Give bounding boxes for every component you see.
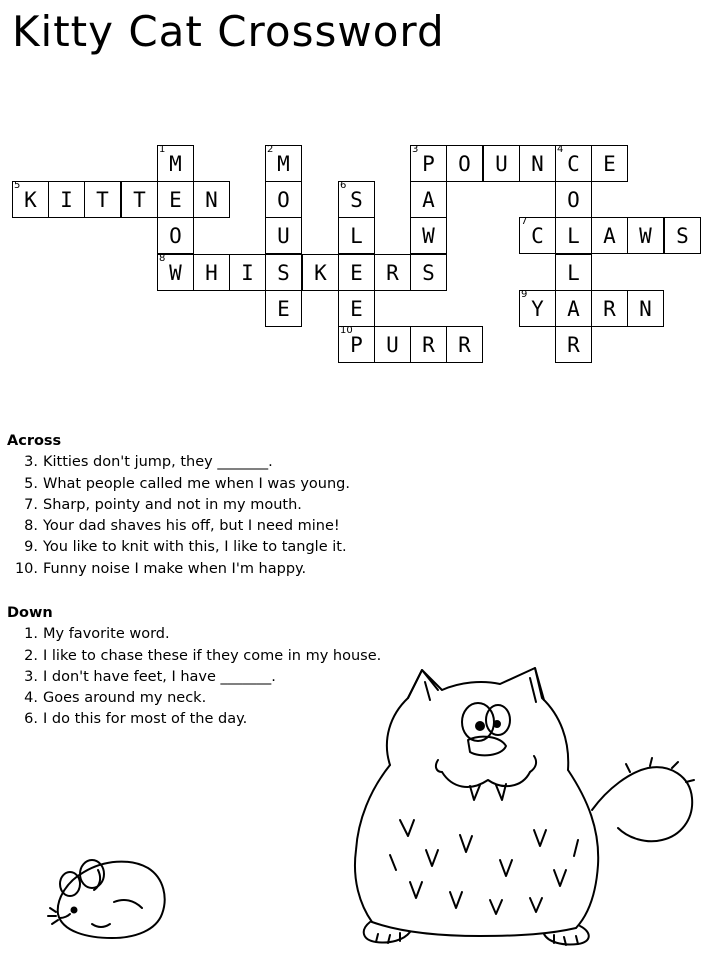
crossword-cell: [338, 181, 375, 218]
cell-letter: U: [277, 224, 290, 248]
clue-text: My favorite word.: [43, 626, 170, 643]
cell-letter: A: [567, 297, 580, 321]
clue-item: [7, 495, 350, 516]
clue-item: [7, 516, 350, 537]
cell-letter: O: [277, 188, 290, 212]
cell-letter: R: [458, 333, 471, 357]
cell-letter: R: [422, 333, 435, 357]
crossword-cell: [265, 254, 302, 291]
cell-letter: E: [350, 297, 363, 321]
clue-number: 3.: [24, 454, 38, 471]
crossword-cell: [338, 254, 375, 291]
cell-letter: C: [531, 224, 544, 248]
clue-text: I do this for most of the day.: [43, 711, 248, 728]
cell-letter: W: [169, 261, 182, 285]
cell-letter: N: [205, 188, 218, 212]
crossword-cell: [157, 181, 194, 218]
crossword-cell: [157, 254, 194, 291]
cell-letter: E: [277, 297, 290, 321]
cell-letter: R: [386, 261, 399, 285]
clue-text: Kitties don't jump, they _______.: [43, 454, 273, 471]
crossword-cell: [265, 145, 302, 182]
clue-number: 5.: [24, 475, 38, 492]
cell-letter: M: [169, 152, 182, 176]
crossword-cell: [591, 217, 628, 254]
cell-letter: U: [495, 152, 508, 176]
clue-number: 4.: [24, 690, 38, 707]
clue-item: [7, 688, 381, 709]
cell-letter: E: [603, 152, 616, 176]
crossword-cell: [410, 145, 447, 182]
crossword-cell: [265, 181, 302, 218]
clue-number-label: 1: [159, 144, 166, 155]
cell-letter: E: [169, 188, 182, 212]
crossword-cell: [446, 145, 483, 182]
cell-letter: N: [639, 297, 652, 321]
cell-letter: H: [205, 261, 218, 285]
crossword-cell: [555, 254, 592, 291]
cell-letter: L: [350, 224, 363, 248]
clue-text: You like to knit with this, I like to tangle it.: [43, 539, 347, 556]
clue-text: Your dad shaves his off, but I need mine!: [43, 518, 340, 535]
clue-item: [7, 474, 350, 495]
down-heading: Down: [7, 605, 53, 621]
clue-number: 1.: [24, 626, 38, 643]
cell-letter: R: [603, 297, 616, 321]
crossword-cell: [84, 181, 121, 218]
clue-number: 7.: [24, 496, 38, 513]
crossword-cell: [229, 254, 266, 291]
cell-letter: W: [422, 224, 435, 248]
clue-number: 9.: [24, 539, 38, 556]
crossword-cell: [519, 217, 556, 254]
crossword-cell: [591, 290, 628, 327]
clue-text: What people called me when I was young.: [43, 475, 350, 492]
crossword-cell: [410, 181, 447, 218]
clue-text: Sharp, pointy and not in my mouth.: [43, 496, 302, 513]
crossword-cell: [12, 181, 49, 218]
cell-letter: L: [567, 224, 580, 248]
clue-text: I like to chase these if they come in my house.: [43, 647, 382, 664]
clue-item: [7, 559, 350, 580]
clue-number-label: 8: [159, 253, 166, 264]
cell-letter: A: [422, 188, 435, 212]
cell-letter: K: [314, 261, 327, 285]
crossword-cell: [446, 326, 483, 363]
cat-illustration: [330, 660, 710, 955]
clue-number-label: 4: [557, 144, 564, 155]
across-heading: Across: [7, 433, 62, 449]
crossword-cell: [121, 181, 158, 218]
cell-letter: T: [96, 188, 109, 212]
clue-number: 3.: [24, 668, 38, 685]
crossword-cell: [519, 290, 556, 327]
crossword-cell: [338, 217, 375, 254]
clue-number-label: 2: [267, 144, 274, 155]
crossword-cell: [338, 290, 375, 327]
crossword-cell: [555, 290, 592, 327]
crossword-cell: [265, 290, 302, 327]
cell-letter: I: [241, 261, 254, 285]
cell-letter: P: [422, 152, 435, 176]
crossword-cell: [374, 254, 411, 291]
cell-letter: R: [567, 333, 580, 357]
cell-letter: S: [422, 261, 435, 285]
crossword-cell: [555, 145, 592, 182]
crossword-cell: [410, 254, 447, 291]
crossword-cell: [627, 290, 664, 327]
cell-letter: C: [567, 152, 580, 176]
clue-item: [7, 452, 350, 473]
crossword-cell: [265, 217, 302, 254]
cell-letter: A: [603, 224, 616, 248]
page-title: Kitty Cat Crossword: [12, 7, 445, 56]
cell-letter: U: [386, 333, 399, 357]
clue-number: 6.: [24, 711, 38, 728]
crossword-cell: [410, 217, 447, 254]
down-clues: [7, 603, 381, 731]
mouse-illustration: [52, 852, 172, 942]
cell-letter: L: [567, 261, 580, 285]
crossword-cell: [555, 326, 592, 363]
crossword-grid: [0, 0, 718, 400]
crossword-cell: [519, 145, 556, 182]
clue-number-label: 9: [521, 289, 528, 300]
cell-letter: P: [350, 333, 363, 357]
cell-letter: S: [676, 224, 689, 248]
clue-item: [7, 709, 381, 730]
cell-letter: Y: [531, 297, 544, 321]
crossword-cell: [664, 217, 701, 254]
clue-text: Funny noise I make when I'm happy.: [43, 560, 307, 577]
crossword-cell: [627, 217, 664, 254]
clue-item: [7, 667, 381, 688]
crossword-cell: [193, 254, 230, 291]
crossword-cell: [410, 326, 447, 363]
clue-number-label: 5: [14, 180, 21, 191]
cell-letter: W: [639, 224, 652, 248]
cell-letter: S: [277, 261, 290, 285]
cell-letter: O: [169, 224, 182, 248]
crossword-cell: [483, 145, 520, 182]
clue-item: [7, 624, 381, 645]
crossword-cell: [302, 254, 339, 291]
clue-item: [7, 537, 350, 558]
crossword-cell: [157, 217, 194, 254]
cell-letter: S: [350, 188, 363, 212]
clue-number-label: 10: [340, 325, 353, 336]
crossword-cell: [374, 326, 411, 363]
clue-number-label: 7: [521, 216, 528, 227]
cell-letter: T: [133, 188, 146, 212]
crossword-cell: [591, 145, 628, 182]
clue-text: I don't have feet, I have _______.: [43, 668, 276, 685]
cell-letter: O: [458, 152, 471, 176]
cell-letter: E: [350, 261, 363, 285]
crossword-cell: [193, 181, 230, 218]
crossword-cell: [555, 181, 592, 218]
crossword-cell: [338, 326, 375, 363]
clue-number: 8.: [24, 518, 38, 535]
cell-letter: I: [60, 188, 73, 212]
clue-text: Goes around my neck.: [43, 690, 207, 707]
crossword-cell: [555, 217, 592, 254]
across-clues: [7, 431, 350, 580]
crossword-cell: [157, 145, 194, 182]
cell-letter: K: [24, 188, 37, 212]
cell-letter: N: [531, 152, 544, 176]
clue-number-label: 6: [340, 180, 347, 191]
cell-letter: M: [277, 152, 290, 176]
clue-number: 2.: [24, 647, 38, 664]
clue-number: 10.: [14, 560, 38, 577]
crossword-cell: [48, 181, 85, 218]
clue-number-label: 3: [412, 144, 419, 155]
cell-letter: O: [567, 188, 580, 212]
clue-item: [7, 646, 381, 667]
